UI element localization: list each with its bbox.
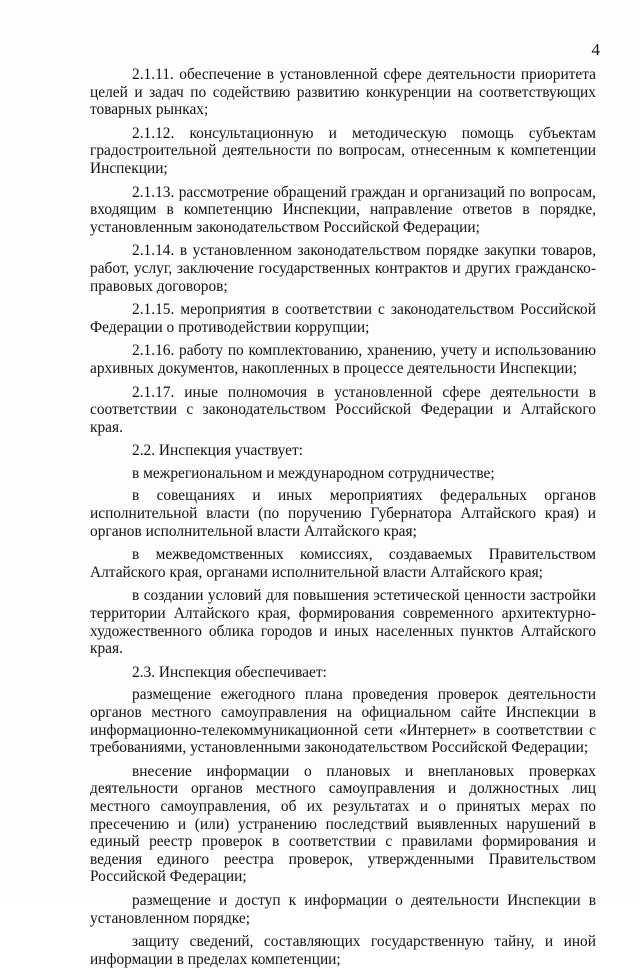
list-item-state-secret: защиту сведений, составляющих государственную тайну, и иной информации в пределах компетенции; (90, 933, 596, 968)
paragraph-2-1-13: 2.1.13. рассмотрение обращений граждан и организаций по вопросам, входящим в компетенцию Инспекции, направление ответов в порядке, установленным законодательством Российской Федерации; (90, 183, 596, 236)
paragraph-2-1-14: 2.1.14. в установленном законодательством порядке закупки товаров, работ, услуг, заключение государственных контрактов и других гражданско-правовых договоров; (90, 242, 596, 295)
list-item-interregional: в межрегиональном и международном сотрудничестве; (132, 464, 495, 482)
list-item-inspection-plan: размещение ежегодного плана проведения проверок деятельности органов местного самоуправления на официальном сайте Инспекции в информационно-телекоммуникационной сети «Интернет» в соответствии с требованиями, установленными законодательством Российской Федерации; (90, 686, 596, 757)
list-item-aesthetic-value: в создании условий для повышения эстетической ценности застройки территории Алтайского края, формирования современного архитектурно-художественного облика городов и иных населенных пунктов Алтайского края. (90, 587, 596, 658)
paragraph-2-1-17: 2.1.17. иные полномочия в установленной сфере деятельности в соответствии с законодательством Российской Федерации и Алтайского края. (90, 383, 596, 436)
paragraph-2-1-15: 2.1.15. мероприятия в соответствии с законодательством Российской Федерации о противодействии коррупции; (90, 301, 596, 336)
paragraph-2-1-11: 2.1.11. обеспечение в установленной сфере деятельности приоритета целей и задач по содействию развитию конкуренции на соответствующих товарных рынках; (90, 66, 596, 119)
section-2-2-heading: 2.2. Инспекция участвует: (132, 442, 303, 460)
paragraph-2-1-12: 2.1.12. консультационную и методическую помощь субъектам градостроительной деятельности по вопросам, отнесенным к компетенции Инспекции; (90, 124, 596, 177)
list-item-meetings: в совещаниях и иных мероприятиях федеральных органов исполнительной власти (по поручению Губернатора Алтайского края) и органов исполнительной власти Алтайского края; (90, 487, 596, 540)
paragraph-2-1-16: 2.1.16. работу по комплектованию, хранению, учету и использованию архивных документов, накопленных в процессе деятельности Инспекции; (90, 342, 596, 377)
document-body (90, 66, 596, 974)
list-item-commissions: в межведомственных комиссиях, создаваемых Правительством Алтайского края, органами исполнительной власти Алтайского края; (90, 546, 596, 581)
list-item-inspection-registry: внесение информации о плановых и внеплановых проверках деятельности органов местного самоуправления и должностных лиц местного самоуправления, об их результатах и о принятых мерах по пресечению и (или) устранению последствий выявленных нарушений в единый реестр проверок в соответствии с правилами формирования и ведения единого реестра проверок, утвержденными Правительством Российской Федерации; (90, 762, 596, 886)
section-2-3-heading: 2.3. Инспекция обеспечивает: (132, 663, 327, 681)
page-number: 4 (591, 40, 600, 59)
list-item-information-access: размещение и доступ к информации о деятельности Инспекции в установленном порядке; (90, 891, 596, 927)
